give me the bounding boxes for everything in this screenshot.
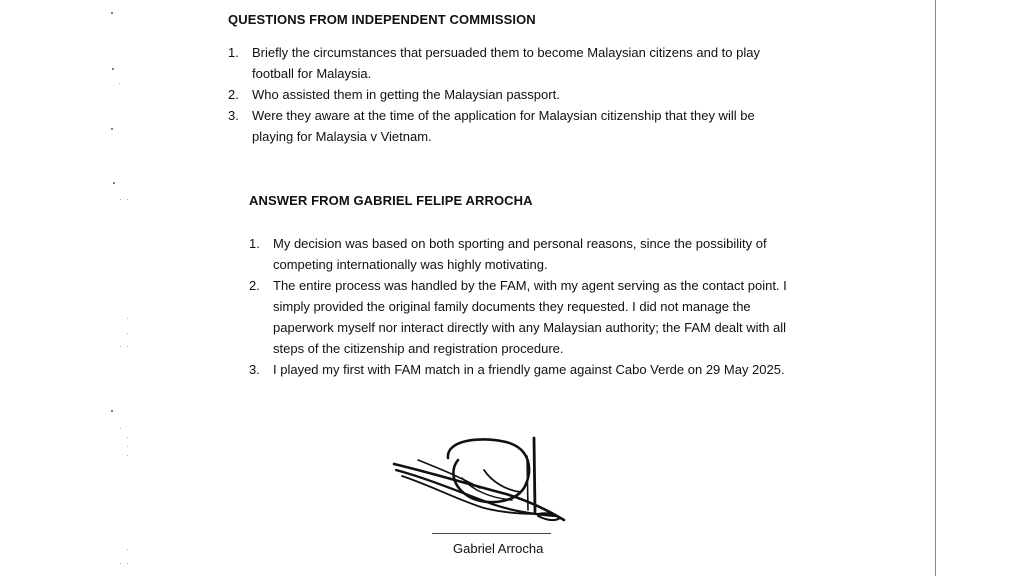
scan-speck	[127, 346, 128, 347]
question-number: 3.	[228, 108, 239, 123]
scan-speck	[111, 128, 113, 130]
answer-item	[249, 233, 797, 275]
answer-number: 1.	[249, 236, 260, 251]
answers-list	[249, 233, 797, 380]
answer-item	[249, 275, 797, 359]
scan-speck	[127, 318, 128, 319]
scan-speck	[120, 346, 121, 347]
scan-speck	[119, 83, 120, 84]
scan-speck	[127, 446, 128, 447]
answer-item	[249, 359, 797, 380]
scan-speck	[127, 199, 128, 200]
question-number: 2.	[228, 87, 239, 102]
scan-speck	[127, 437, 128, 438]
scan-speck	[120, 563, 121, 564]
signature-line	[432, 533, 551, 534]
scan-speck	[127, 455, 128, 456]
answers-heading: ANSWER FROM GABRIEL FELIPE ARROCHA	[249, 193, 533, 208]
question-text: Who assisted them in getting the Malaysian passport.	[252, 87, 560, 102]
question-text: Were they aware at the time of the application for Malaysian citizenship that they will be playing for Malaysia v Vietnam.	[252, 108, 755, 144]
answer-text: The entire process was handled by the FAM, with my agent serving as the contact point. I simply provided the original family documents they requested. I did not manage the paperwork myself nor interact directly with any Malaysian authority; the FAM dealt with all steps of the citizenship and registration procedure.	[273, 278, 787, 356]
questions-list	[228, 42, 788, 147]
question-number: 1.	[228, 45, 239, 60]
scan-speck	[111, 410, 113, 412]
answer-number: 2.	[249, 278, 260, 293]
answer-text: My decision was based on both sporting and personal reasons, since the possibility of competing internationally was highly motivating.	[273, 236, 767, 272]
page-edge-rule	[935, 0, 936, 576]
scan-speck	[120, 428, 121, 429]
question-item	[228, 84, 788, 105]
scan-speck	[127, 333, 128, 334]
scan-speck	[111, 12, 113, 14]
scan-speck	[127, 549, 128, 550]
scan-speck	[112, 68, 114, 70]
question-item	[228, 42, 788, 84]
questions-heading: QUESTIONS FROM INDEPENDENT COMMISSION	[228, 12, 536, 27]
answer-number: 3.	[249, 362, 260, 377]
scan-speck	[120, 199, 121, 200]
scan-speck	[127, 563, 128, 564]
question-text: Briefly the circumstances that persuaded them to become Malaysian citizens and to play football for Malaysia.	[252, 45, 760, 81]
signatory-name: Gabriel Arrocha	[453, 541, 544, 556]
answer-text: I played my first with FAM match in a friendly game against Cabo Verde on 29 May 2025.	[273, 362, 785, 377]
handwritten-signature	[388, 430, 573, 530]
scan-speck	[113, 182, 115, 184]
question-item	[228, 105, 788, 147]
